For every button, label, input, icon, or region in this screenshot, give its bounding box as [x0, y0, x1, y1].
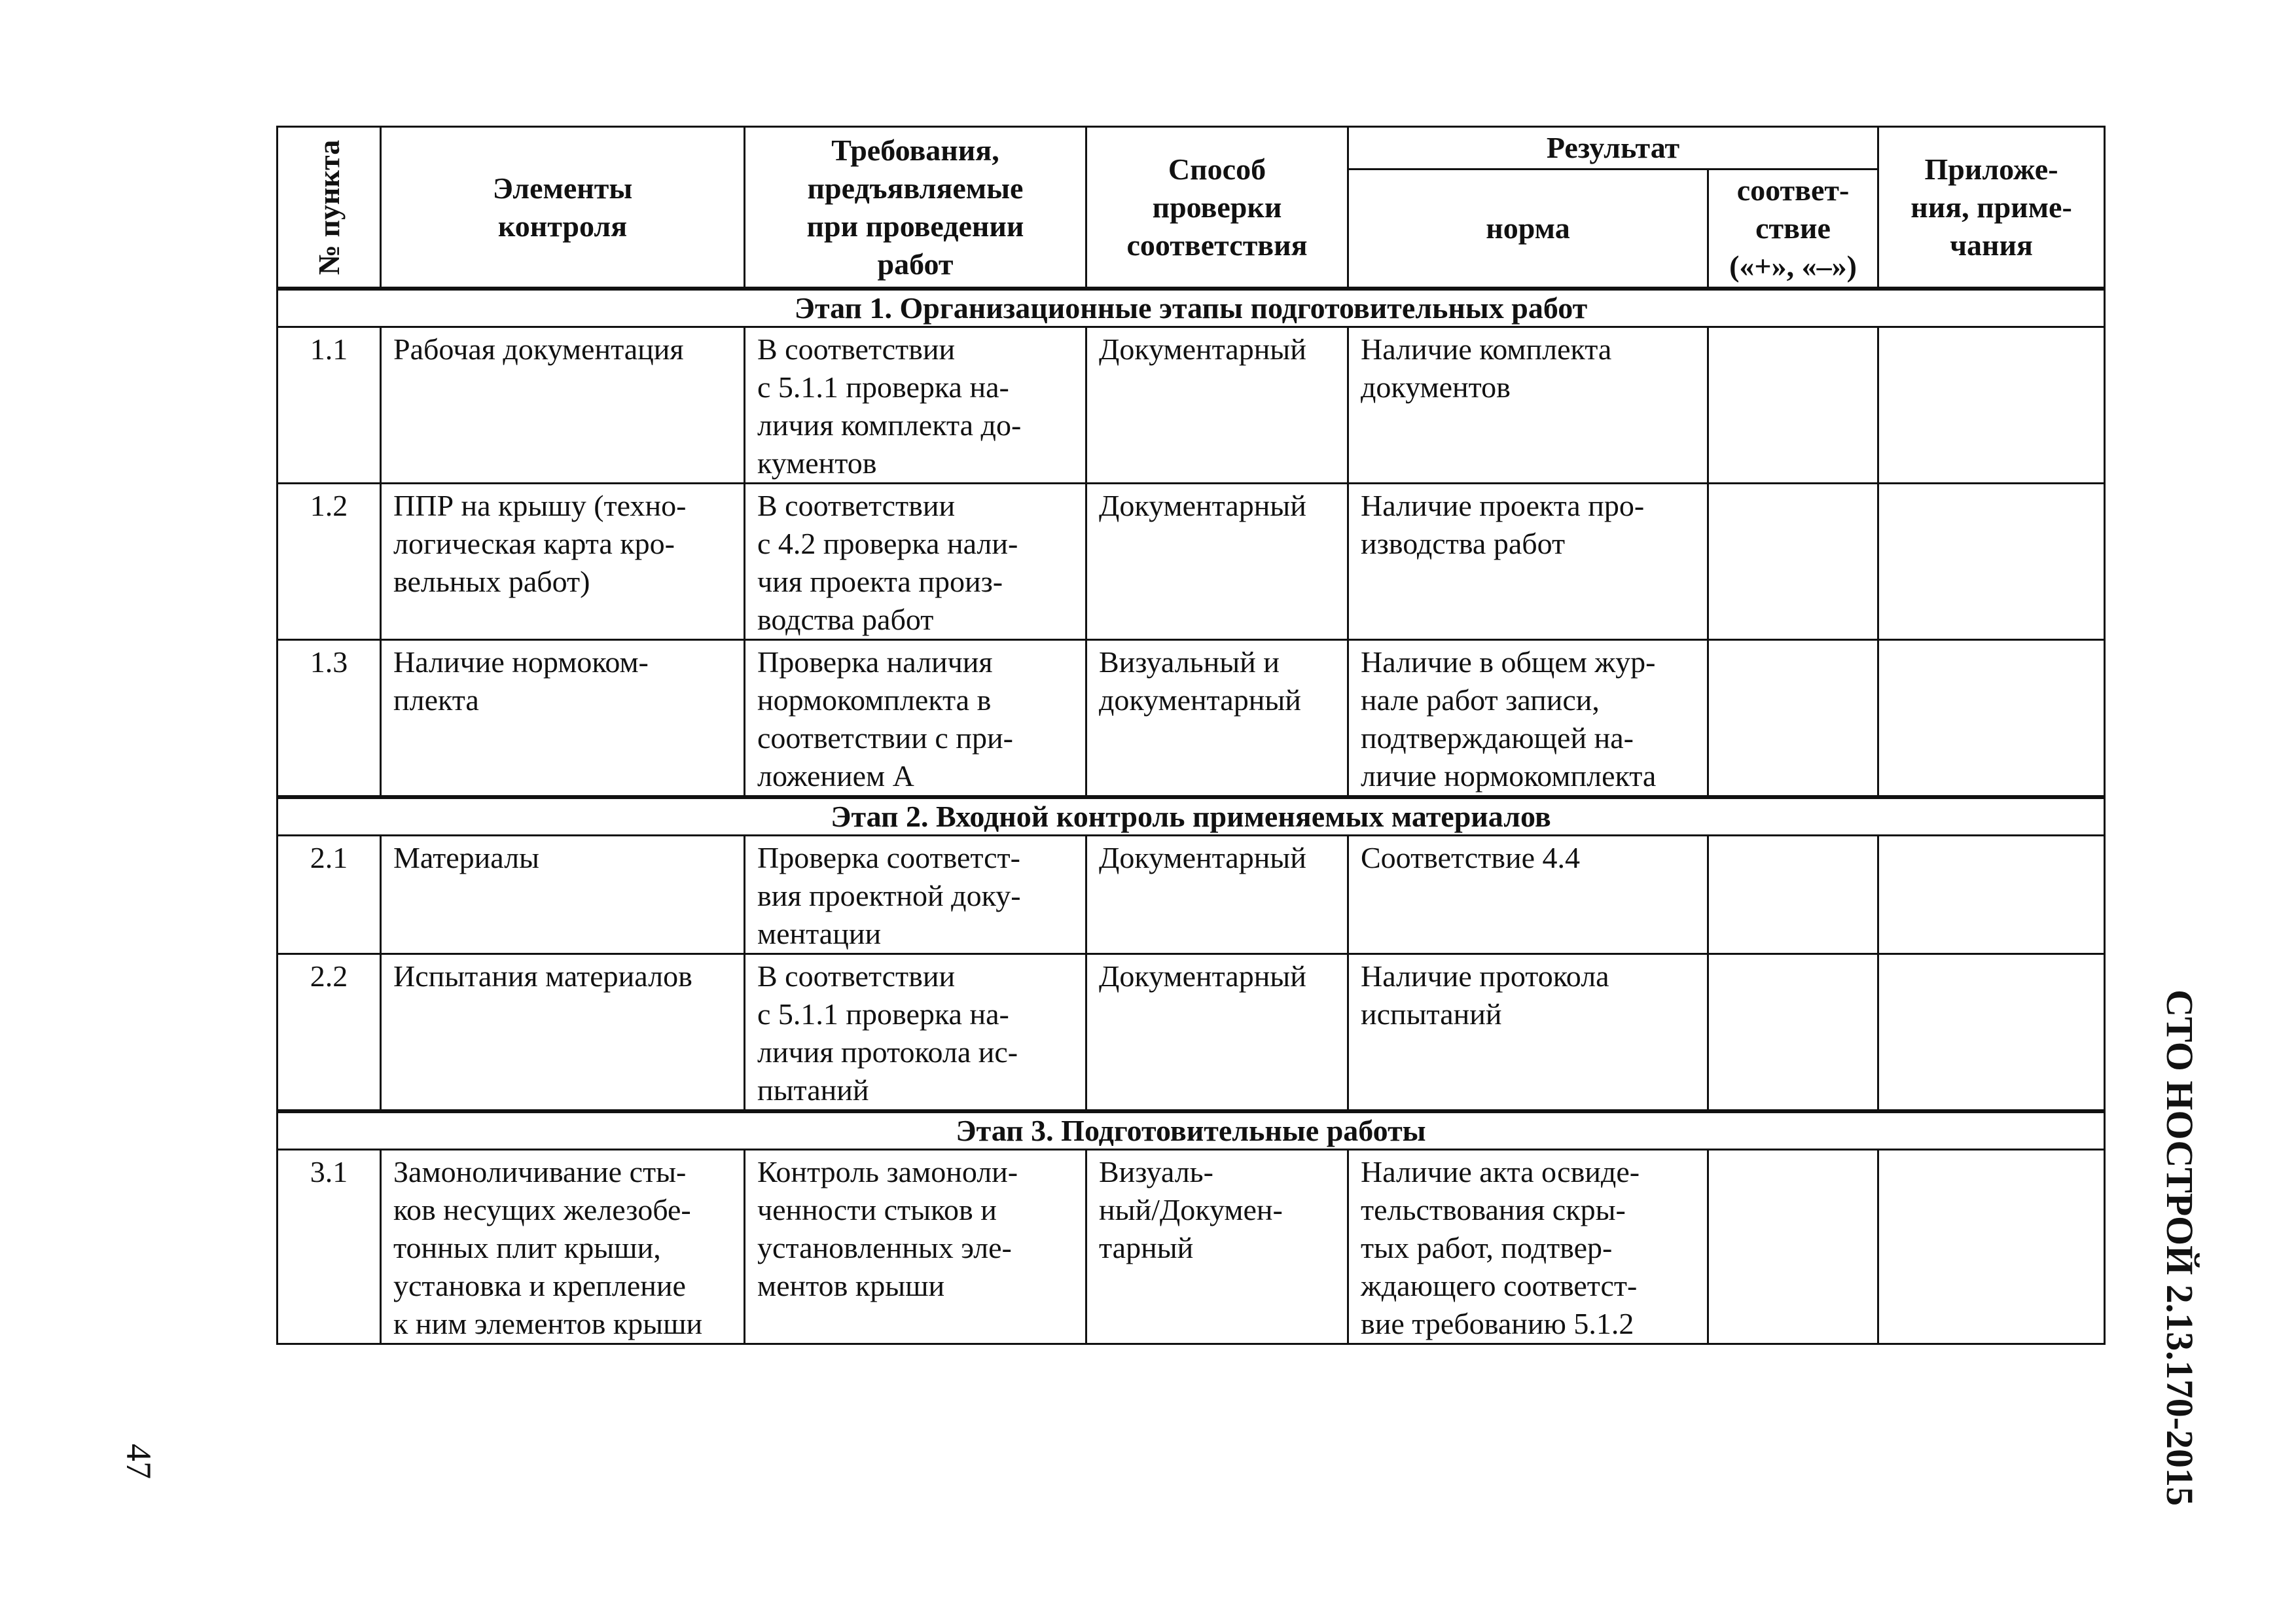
requirement: Проверка соответст- вия проектной доку- ментации — [745, 836, 1086, 954]
result-compliance — [1708, 640, 1878, 798]
notes-cell — [1878, 1150, 2105, 1344]
result-compliance — [1708, 1150, 1878, 1344]
table-row — [278, 640, 2105, 798]
result-compliance — [1708, 327, 1878, 484]
result-compliance — [1708, 484, 1878, 640]
page-number: 47 — [119, 1444, 158, 1479]
header-verification-method: Способ проверки соответствия — [1086, 127, 1348, 289]
verification-method: Визуальный и документарный — [1086, 640, 1348, 798]
notes-cell — [1878, 484, 2105, 640]
verification-method: Документарный — [1086, 327, 1348, 484]
stage-heading: Этап 1. Организационные этапы подготовительных работ — [278, 289, 2105, 327]
requirement: Проверка наличия нормокомплекта в соответствии с при- ложением А — [745, 640, 1086, 798]
table-row — [278, 484, 2105, 640]
table-row — [278, 954, 2105, 1112]
header-compliance: соответ- ствие («+», «–») — [1708, 169, 1878, 289]
header-norm: норма — [1348, 169, 1708, 289]
result-norm: Наличие проекта про- изводства работ — [1348, 484, 1708, 640]
requirement: В соответствии с 4.2 проверка нали- чия проекта произ- водства работ — [745, 484, 1086, 640]
result-compliance — [1708, 954, 1878, 1112]
stage-heading: Этап 3. Подготовительные работы — [278, 1111, 2105, 1150]
notes-cell — [1878, 640, 2105, 798]
control-element: Наличие нормоком- плекта — [381, 640, 745, 798]
table-header — [278, 127, 2105, 289]
result-norm: Наличие комплекта документов — [1348, 327, 1708, 484]
result-norm: Наличие акта освиде- тельствования скры- тых работ, подтвер- ждающего соответст- вие требованию 5.1.2 — [1348, 1150, 1708, 1344]
result-norm: Соответствие 4.4 — [1348, 836, 1708, 954]
notes-cell — [1878, 327, 2105, 484]
header-control-elements: Элементы контроля — [381, 127, 745, 289]
requirement: В соответствии с 5.1.1 проверка на- личия комплекта до- кументов — [745, 327, 1086, 484]
control-element: Замоноличивание сты- ков несущих железобе- тонных плит крыши, установка и крепление к ним элементов крыши — [381, 1150, 745, 1344]
verification-method: Документарный — [1086, 484, 1348, 640]
header-item-number — [278, 127, 381, 289]
control-element: Рабочая документация — [381, 327, 745, 484]
result-norm: Наличие протокола испытаний — [1348, 954, 1708, 1112]
table-row — [278, 327, 2105, 484]
table-row — [278, 836, 2105, 954]
document-standard-title: СТО НОСТРОЙ 2.13.170-2015 — [2159, 990, 2201, 1507]
item-number: 2.2 — [278, 954, 381, 1112]
table-body — [278, 289, 2105, 1344]
header-requirements: Требования, предъявляемые при проведении работ — [745, 127, 1086, 289]
control-element: ППР на крышу (техно- логическая карта кро- вельных работ) — [381, 484, 745, 640]
requirement: В соответствии с 5.1.1 проверка на- личия протокола ис- пытаний — [745, 954, 1086, 1112]
item-number: 2.1 — [278, 836, 381, 954]
requirement: Контроль замоноли- ченности стыков и установленных эле- ментов крыши — [745, 1150, 1086, 1344]
header-result: Результат — [1348, 127, 1878, 169]
notes-cell — [1878, 954, 2105, 1112]
item-number: 3.1 — [278, 1150, 381, 1344]
item-number: 1.1 — [278, 327, 381, 484]
control-element: Материалы — [381, 836, 745, 954]
verification-method: Документарный — [1086, 836, 1348, 954]
verification-method: Визуаль- ный/Докумен- тарный — [1086, 1150, 1348, 1344]
inspection-table — [276, 126, 2106, 1345]
control-element: Испытания материалов — [381, 954, 745, 1112]
verification-method: Документарный — [1086, 954, 1348, 1112]
item-number: 1.3 — [278, 640, 381, 798]
result-norm: Наличие в общем жур- нале работ записи, подтверждающей на- личие нормокомплекта — [1348, 640, 1708, 798]
notes-cell — [1878, 836, 2105, 954]
table-row — [278, 1150, 2105, 1344]
stage-heading: Этап 2. Входной контроль применяемых материалов — [278, 797, 2105, 836]
header-item-number-label: № пункта — [312, 139, 346, 275]
item-number: 1.2 — [278, 484, 381, 640]
header-notes: Приложе- ния, приме- чания — [1878, 127, 2105, 289]
result-compliance — [1708, 836, 1878, 954]
